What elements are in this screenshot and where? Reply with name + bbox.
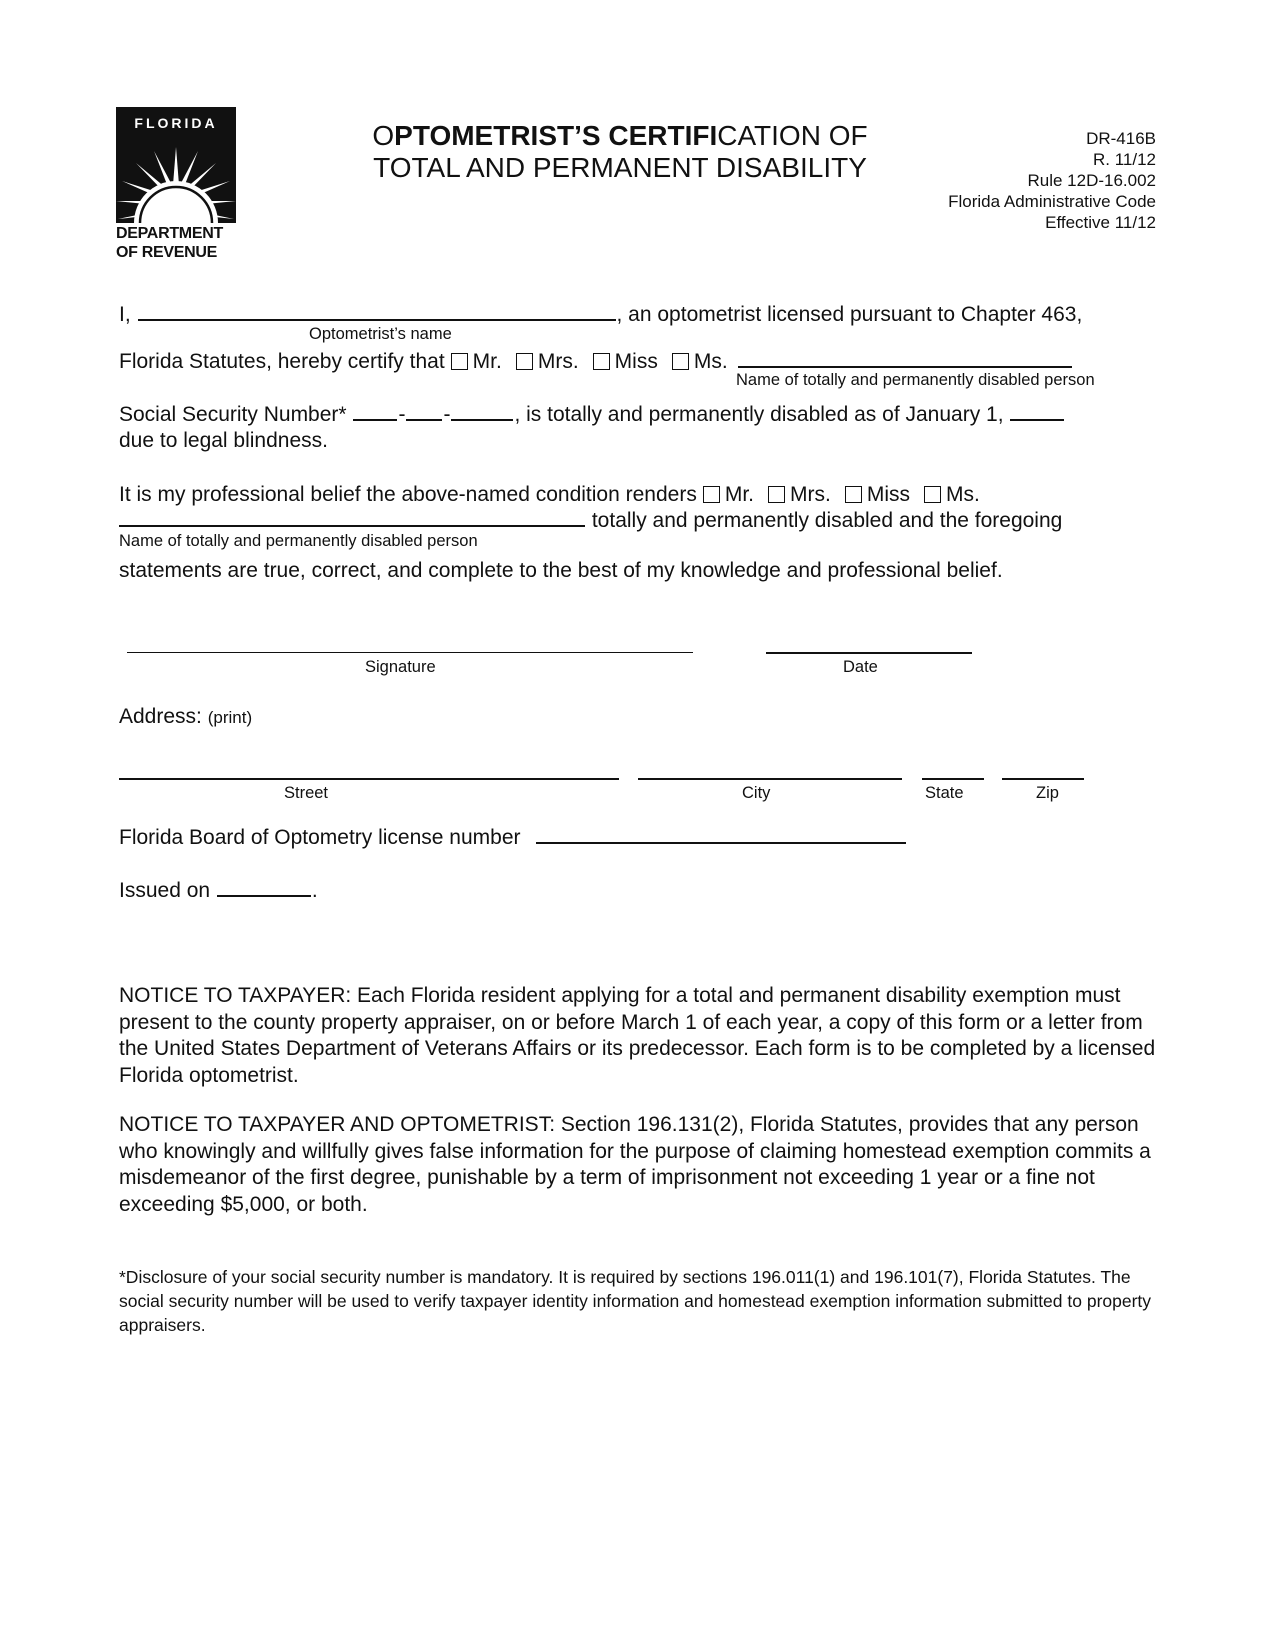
checkbox-mrs-2[interactable] <box>768 486 785 503</box>
zip-label: Zip <box>1036 784 1059 802</box>
title-mr-1: Mr. <box>472 350 502 373</box>
notice-taxpayer-optometrist: NOTICE TO TAXPAYER AND OPTOMETRIST: Section 196.131(2), Florida Statutes, provides that any person who knowingly and willfully gives false information for the purpose of claiming homestead exemption commits a misdemeanor of the first degree, punishable by a term of imprisonment not exceeding 1 year or a fine not exceeding $5,000, or both. <box>119 1113 1151 1216</box>
disabled-person-label-1: Name of totally and permanently disabled person <box>736 371 1095 389</box>
logo-dept-line1: DEPARTMENT <box>116 225 223 242</box>
checkbox-mr-2[interactable] <box>703 486 720 503</box>
city-field[interactable] <box>638 778 902 780</box>
street-field[interactable] <box>119 778 619 780</box>
disabled-person-label-2: Name of totally and permanently disabled person <box>119 532 478 550</box>
ssn-field-1[interactable] <box>353 419 397 421</box>
form-meta <box>948 128 1156 233</box>
title-miss-1: Miss <box>614 350 658 373</box>
license-line <box>119 826 907 850</box>
disabled-person-name-field-2[interactable] <box>119 525 585 527</box>
date-label: Date <box>843 658 878 676</box>
title-prefix: O <box>372 120 395 151</box>
issued-label: Issued on <box>119 879 211 902</box>
city-label: City <box>742 784 771 802</box>
title-mrs-2: Mrs. <box>790 483 831 506</box>
issued-suffix: . <box>311 879 318 902</box>
checkbox-ms-2[interactable] <box>924 486 941 503</box>
form-code: Florida Administrative Code <box>948 192 1156 211</box>
address-label: Address: <box>119 705 202 728</box>
state-field[interactable] <box>922 778 984 780</box>
ssn-field-3[interactable] <box>451 419 513 421</box>
form-rule: Rule 12D-16.002 <box>1027 171 1156 190</box>
address-heading <box>119 705 252 730</box>
title-line1 <box>300 120 940 152</box>
date-field[interactable] <box>766 652 972 654</box>
belief-line2-suffix: totally and permanently disabled and the foregoing <box>591 509 1063 532</box>
state-label: State <box>925 784 964 802</box>
title-line2: TOTAL AND PERMANENT DISABILITY <box>373 152 867 183</box>
belief-line1-text: It is my professional belief the above-named condition renders <box>119 483 697 506</box>
cert-line1 <box>119 303 1082 327</box>
cert-line2-prefix: Florida Statutes, hereby certify that <box>119 350 445 373</box>
form-number: DR-416B <box>1086 129 1156 148</box>
license-label: Florida Board of Optometry license number <box>119 826 521 849</box>
title-suffix: CATION OF <box>717 120 868 151</box>
notice-taxpayer: NOTICE TO TAXPAYER: Each Florida resident applying for a total and permanent disability exemption must present to the county property appraiser, on or before March 1 of each year, a copy of this form or a letter from the United States Department of Veterans Affairs or its predecessor. Each form is to be completed by a licensed Florida optometrist. <box>119 984 1156 1087</box>
title-miss-2: Miss <box>866 483 910 506</box>
ssn-sep-2: - <box>443 403 451 426</box>
ssn-label: Social Security Number* <box>119 403 347 426</box>
checkbox-mrs-1[interactable] <box>516 353 533 370</box>
logo-box <box>116 107 236 223</box>
issued-date-field[interactable] <box>217 895 311 897</box>
title-bold: PTOMETRIST’S CERTIFI <box>394 120 718 151</box>
issued-line <box>119 879 318 903</box>
zip-field[interactable] <box>1002 778 1084 780</box>
signature-label: Signature <box>365 658 436 676</box>
cert-line1-suffix: , an optometrist licensed pursuant to Chapter 463, <box>616 303 1083 326</box>
title-mrs-1: Mrs. <box>537 350 579 373</box>
form-title <box>300 120 940 184</box>
form-effective: Effective 11/12 <box>1045 213 1156 232</box>
cert-line4: due to legal blindness. <box>119 429 328 452</box>
title-mr-2: Mr. <box>724 483 754 506</box>
street-label: Street <box>284 784 329 802</box>
ssn-sep-1: - <box>398 403 406 426</box>
checkbox-miss-2[interactable] <box>845 486 862 503</box>
ssn-disclosure-footnote: *Disclosure of your social security number is mandatory. It is required by sections 196.011(1) and 196.101(7), Florida Statutes. The social security number will be used to verify taxpayer identity information and homestead exemption information submitted to property appraisers. <box>119 1267 1152 1335</box>
address-print-note: (print) <box>207 708 253 727</box>
belief-line1 <box>119 483 980 507</box>
logo-top-text: FLORIDA <box>134 115 218 131</box>
belief-line3: statements are true, correct, and complete to the best of my knowledge and professional belief. <box>119 559 1003 582</box>
florida-dor-logo <box>116 107 236 259</box>
checkbox-mr-1[interactable] <box>451 353 468 370</box>
title-ms-2: Ms. <box>946 483 980 506</box>
form-revision: R. 11/12 <box>1092 150 1156 169</box>
ssn-field-2[interactable] <box>406 419 442 421</box>
disabled-person-name-field-1[interactable] <box>738 366 1072 368</box>
sunburst-icon <box>116 107 236 223</box>
checkbox-ms-1[interactable] <box>672 353 689 370</box>
ssn-suffix: , is totally and permanently disabled as of January 1, <box>514 403 1004 426</box>
signature-field[interactable] <box>127 652 693 653</box>
optometrist-name-field[interactable] <box>138 319 616 321</box>
license-number-field[interactable] <box>536 842 906 844</box>
year-field[interactable] <box>1010 419 1064 421</box>
title-ms-1: Ms. <box>693 350 728 373</box>
checkbox-miss-1[interactable] <box>593 353 610 370</box>
optometrist-name-label: Optometrist’s name <box>309 325 452 343</box>
logo-dept-line2: OF REVENUE <box>116 244 218 261</box>
belief-line2 <box>119 509 1062 533</box>
ssn-line <box>119 403 1065 427</box>
cert-line1-prefix: I, <box>119 303 131 326</box>
